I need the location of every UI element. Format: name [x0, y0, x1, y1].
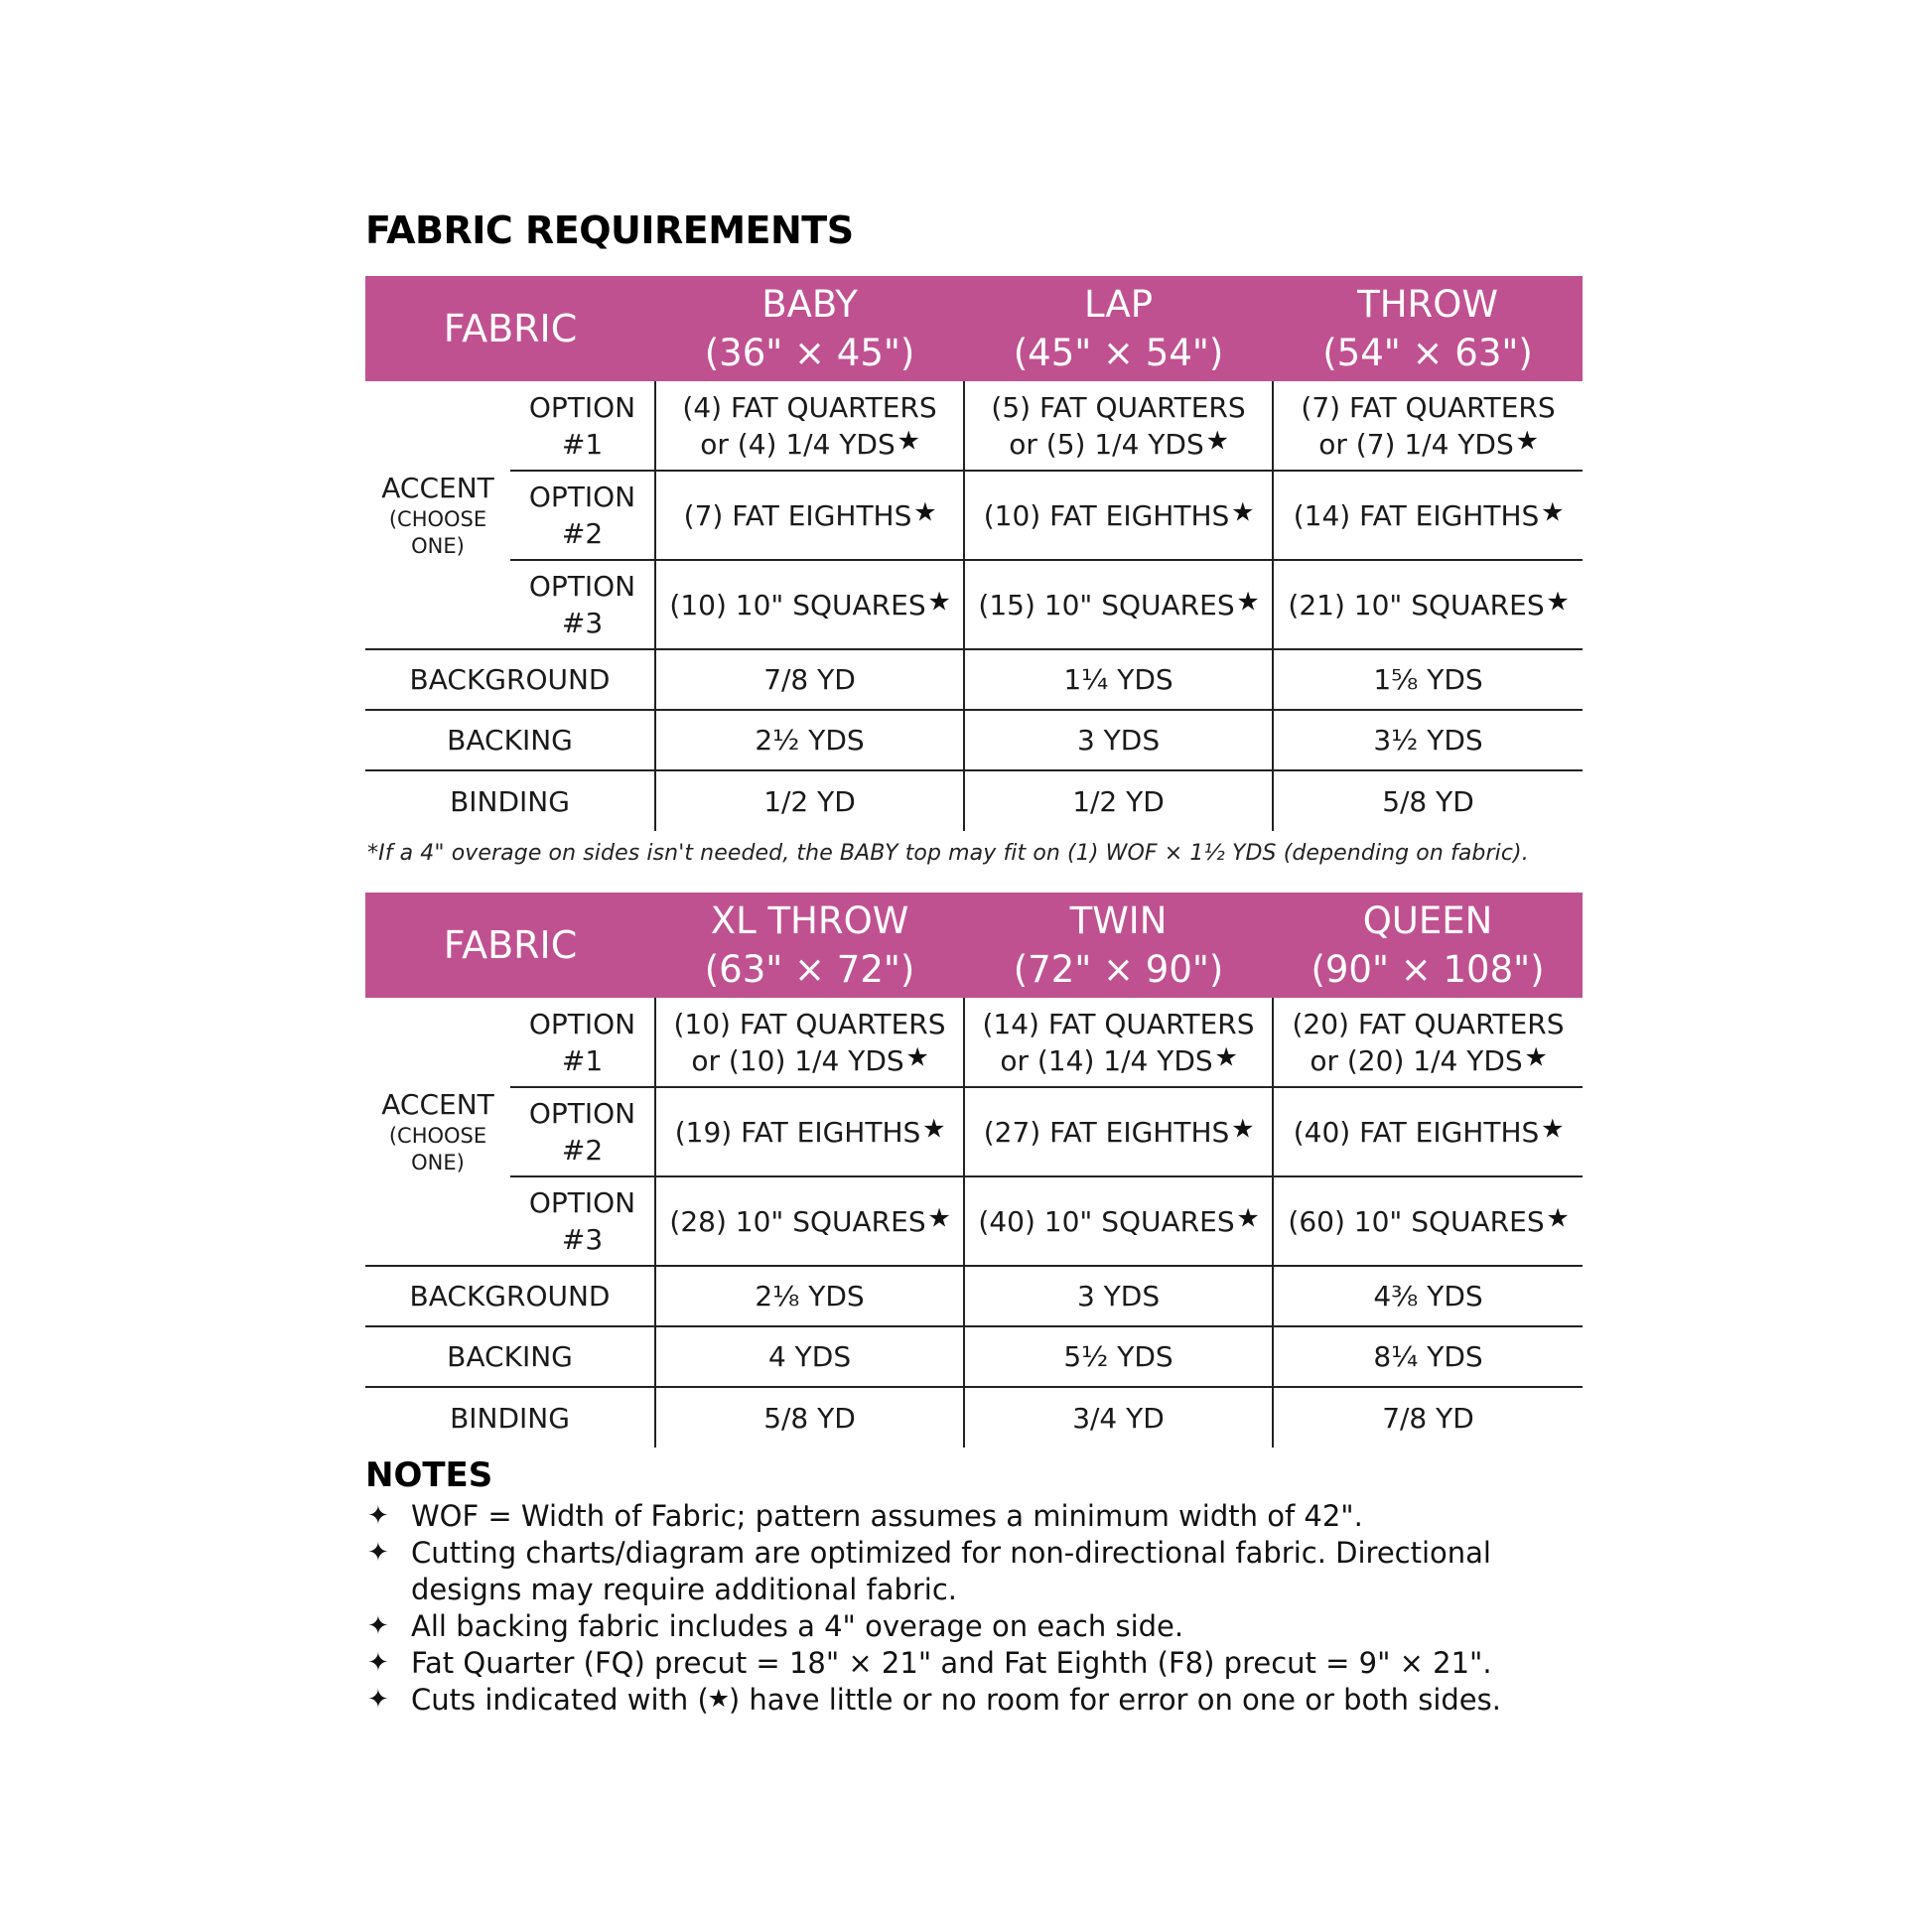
cell-line: (19) FAT EIGHTHS: [674, 1115, 921, 1149]
cell-line: (7) FAT EIGHTHS: [683, 498, 912, 532]
table-cell: [655, 381, 964, 471]
table-cell: [964, 471, 1273, 560]
option-label-text: OPTION: [528, 390, 636, 424]
four-point-star-bullet-icon: ✦: [367, 1501, 389, 1531]
table-cell: 4⅜ YDS: [1273, 1266, 1583, 1326]
fabric-table-2: [365, 893, 1583, 1448]
star-icon: [898, 431, 919, 452]
table-row: [365, 770, 1583, 831]
four-point-star-bullet-icon: ✦: [367, 1648, 389, 1678]
star-icon: [907, 1047, 928, 1068]
table-cell: 3½ YDS: [1273, 710, 1583, 770]
table-cell: [964, 560, 1273, 649]
table-cell: 5½ YDS: [964, 1326, 1273, 1387]
star-icon: [1207, 431, 1228, 452]
fabric-column-header: FABRIC: [365, 276, 655, 381]
list-item: [365, 1682, 1596, 1719]
size-name: TWIN: [1069, 899, 1168, 942]
cell-line: or (4) 1/4 YDS: [700, 427, 896, 461]
table-cell: 2⅛ YDS: [655, 1266, 964, 1326]
row-label: BACKGROUND: [365, 1266, 655, 1326]
size-name: LAP: [1083, 283, 1154, 326]
table-cell: 1⅝ YDS: [1273, 649, 1583, 710]
table-cell: 2½ YDS: [655, 710, 964, 770]
star-icon: [1542, 502, 1563, 523]
size-name: XL THROW: [710, 899, 909, 942]
list-item: [365, 1645, 1596, 1682]
table-cell: [655, 1087, 964, 1176]
note-text: Fat Quarter (FQ) precut = 18" × 21" and Fat Eighth (F8) precut = 9" × 21".: [411, 1646, 1492, 1680]
option-label-number: #1: [561, 1043, 604, 1077]
size-dims: (36" × 45"): [704, 332, 915, 374]
accent-label: ACCENT: [381, 472, 494, 504]
cell-line: or (5) 1/4 YDS: [1009, 427, 1204, 461]
size-header: [964, 893, 1273, 998]
star-icon: [1517, 431, 1538, 452]
accent-sublabel: (CHOOSE ONE): [388, 507, 487, 558]
row-label: BINDING: [365, 770, 655, 831]
table-cell: [1273, 998, 1583, 1087]
cell-line: (10) FAT QUARTERS: [673, 1007, 946, 1040]
size-name: THROW: [1357, 283, 1498, 326]
table-row: [365, 1266, 1583, 1326]
table-cell: [655, 560, 964, 649]
cell-line: (5) FAT QUARTERS: [991, 390, 1246, 424]
cell-line: or (10) 1/4 YDS: [691, 1043, 904, 1077]
cell-line: (40) FAT EIGHTHS: [1293, 1115, 1540, 1149]
size-header: [1273, 276, 1583, 381]
size-header: [655, 893, 964, 998]
star-icon: [929, 1208, 950, 1229]
table-cell: [1273, 471, 1583, 560]
table-row: [365, 998, 1583, 1087]
table-cell: [964, 381, 1273, 471]
four-point-star-bullet-icon: ✦: [367, 1611, 389, 1641]
table-cell: 8¼ YDS: [1273, 1326, 1583, 1387]
table-cell: [655, 998, 964, 1087]
notes-title: NOTES: [365, 1455, 493, 1495]
star-icon: [1238, 1208, 1259, 1229]
size-header: [1273, 893, 1583, 998]
accent-label-cell: [365, 381, 510, 649]
table-cell: 7/8 YD: [1273, 1387, 1583, 1448]
accent-label-cell: [365, 998, 510, 1266]
footnote: *If a 4" overage on sides isn't needed, the BABY top may fit on (1) WOF × 1½ YDS (depending on fabric).: [367, 841, 1529, 866]
table-cell: [1273, 1176, 1583, 1266]
cell-line: (10) FAT EIGHTHS: [983, 498, 1230, 532]
cell-line: (21) 10" SQUARES: [1288, 588, 1545, 621]
option-label-text: OPTION: [528, 1007, 636, 1040]
star-icon: [1232, 502, 1253, 523]
page-title: FABRIC REQUIREMENTS: [365, 208, 854, 252]
option-label-number: #3: [561, 1223, 604, 1256]
table-cell: 3/4 YD: [964, 1387, 1273, 1448]
table-cell: [655, 1176, 964, 1266]
accent-sublabel: (CHOOSE ONE): [388, 1124, 487, 1174]
star-icon: [1216, 1047, 1237, 1068]
table-row: [365, 710, 1583, 770]
option-label: [510, 560, 655, 649]
option-label-number: #1: [561, 427, 604, 461]
cell-line: (60) 10" SQUARES: [1288, 1204, 1545, 1238]
table-cell: 1/2 YD: [964, 770, 1273, 831]
cell-line: or (20) 1/4 YDS: [1310, 1043, 1523, 1077]
star-icon: [1548, 1208, 1569, 1229]
notes-list: [365, 1498, 1596, 1719]
table-cell: [964, 998, 1273, 1087]
table-cell: [1273, 381, 1583, 471]
row-label: BACKGROUND: [365, 649, 655, 710]
size-dims: (72" × 90"): [1013, 948, 1224, 991]
option-label-text: OPTION: [528, 570, 636, 603]
table-header-row: [365, 893, 1583, 998]
list-item: [365, 1498, 1596, 1535]
table-cell: 5/8 YD: [1273, 770, 1583, 831]
note-text: Cutting charts/diagram are optimized for non-directional fabric. Directional designs may require additional fabric.: [411, 1536, 1491, 1606]
fabric-table-1: [365, 276, 1583, 831]
star-icon: [709, 1689, 729, 1709]
option-label-number: #2: [561, 517, 604, 550]
cell-line: (7) FAT QUARTERS: [1301, 390, 1556, 424]
table-row: [365, 471, 1583, 560]
table-row: [365, 560, 1583, 649]
table-cell: 5/8 YD: [655, 1387, 964, 1448]
size-name: QUEEN: [1362, 899, 1493, 942]
cell-line: (15) 10" SQUARES: [978, 588, 1235, 621]
table-row: [365, 1326, 1583, 1387]
option-label-number: #2: [561, 1134, 604, 1167]
cell-line: or (14) 1/4 YDS: [1000, 1043, 1213, 1077]
table-row: [365, 1087, 1583, 1176]
star-icon: [1542, 1119, 1563, 1140]
size-name: BABY: [761, 283, 858, 326]
table-cell: 1¼ YDS: [964, 649, 1273, 710]
star-icon: [1548, 592, 1569, 613]
option-label: [510, 1176, 655, 1266]
size-header: [964, 276, 1273, 381]
row-label: BACKING: [365, 710, 655, 770]
table-cell: [655, 471, 964, 560]
row-label: BINDING: [365, 1387, 655, 1448]
size-dims: (90" × 108"): [1311, 948, 1545, 991]
table-header-row: [365, 276, 1583, 381]
cell-line: (20) FAT QUARTERS: [1292, 1007, 1565, 1040]
table-cell: 1/2 YD: [655, 770, 964, 831]
star-icon: [1232, 1119, 1253, 1140]
option-label-text: OPTION: [528, 1186, 636, 1219]
option-label: [510, 998, 655, 1087]
star-icon: [914, 502, 935, 523]
cell-line: (14) FAT QUARTERS: [982, 1007, 1255, 1040]
note-text: Cuts indicated with (: [411, 1683, 709, 1717]
table-cell: 4 YDS: [655, 1326, 964, 1387]
four-point-star-bullet-icon: ✦: [367, 1685, 389, 1715]
four-point-star-bullet-icon: ✦: [367, 1538, 389, 1568]
accent-label: ACCENT: [381, 1088, 494, 1121]
cell-line: (10) 10" SQUARES: [669, 588, 926, 621]
size-dims: (54" × 63"): [1322, 332, 1533, 374]
size-dims: (63" × 72"): [704, 948, 915, 991]
table-cell: 7/8 YD: [655, 649, 964, 710]
list-item: [365, 1535, 1596, 1608]
note-text: ) have little or no room for error on one or both sides.: [728, 1683, 1501, 1717]
cell-line: (27) FAT EIGHTHS: [983, 1115, 1230, 1149]
table-cell: [1273, 1087, 1583, 1176]
size-header: [655, 276, 964, 381]
table-cell: [964, 1176, 1273, 1266]
star-icon: [923, 1119, 944, 1140]
table-row: [365, 1176, 1583, 1266]
table-cell: [964, 1087, 1273, 1176]
table-cell: 3 YDS: [964, 1266, 1273, 1326]
option-label-number: #3: [561, 607, 604, 639]
fabric-column-header: FABRIC: [365, 893, 655, 998]
table-cell: 3 YDS: [964, 710, 1273, 770]
star-icon: [1526, 1047, 1547, 1068]
note-text: All backing fabric includes a 4" overage on each side.: [411, 1609, 1184, 1643]
cell-line: (40) 10" SQUARES: [978, 1204, 1235, 1238]
option-label: [510, 471, 655, 560]
cell-line: or (7) 1/4 YDS: [1318, 427, 1514, 461]
list-item: [365, 1608, 1596, 1645]
note-text: WOF = Width of Fabric; pattern assumes a minimum width of 42".: [411, 1499, 1363, 1533]
star-icon: [929, 592, 950, 613]
table-row: [365, 1387, 1583, 1448]
row-label: BACKING: [365, 1326, 655, 1387]
option-label: [510, 1087, 655, 1176]
option-label-text: OPTION: [528, 1097, 636, 1130]
cell-line: (4) FAT QUARTERS: [682, 390, 937, 424]
cell-line: (14) FAT EIGHTHS: [1293, 498, 1540, 532]
table-cell: [1273, 560, 1583, 649]
table-row: [365, 381, 1583, 471]
option-label: [510, 381, 655, 471]
size-dims: (45" × 54"): [1013, 332, 1224, 374]
table-row: [365, 649, 1583, 710]
star-icon: [1238, 592, 1259, 613]
option-label-text: OPTION: [528, 481, 636, 513]
cell-line: (28) 10" SQUARES: [669, 1204, 926, 1238]
